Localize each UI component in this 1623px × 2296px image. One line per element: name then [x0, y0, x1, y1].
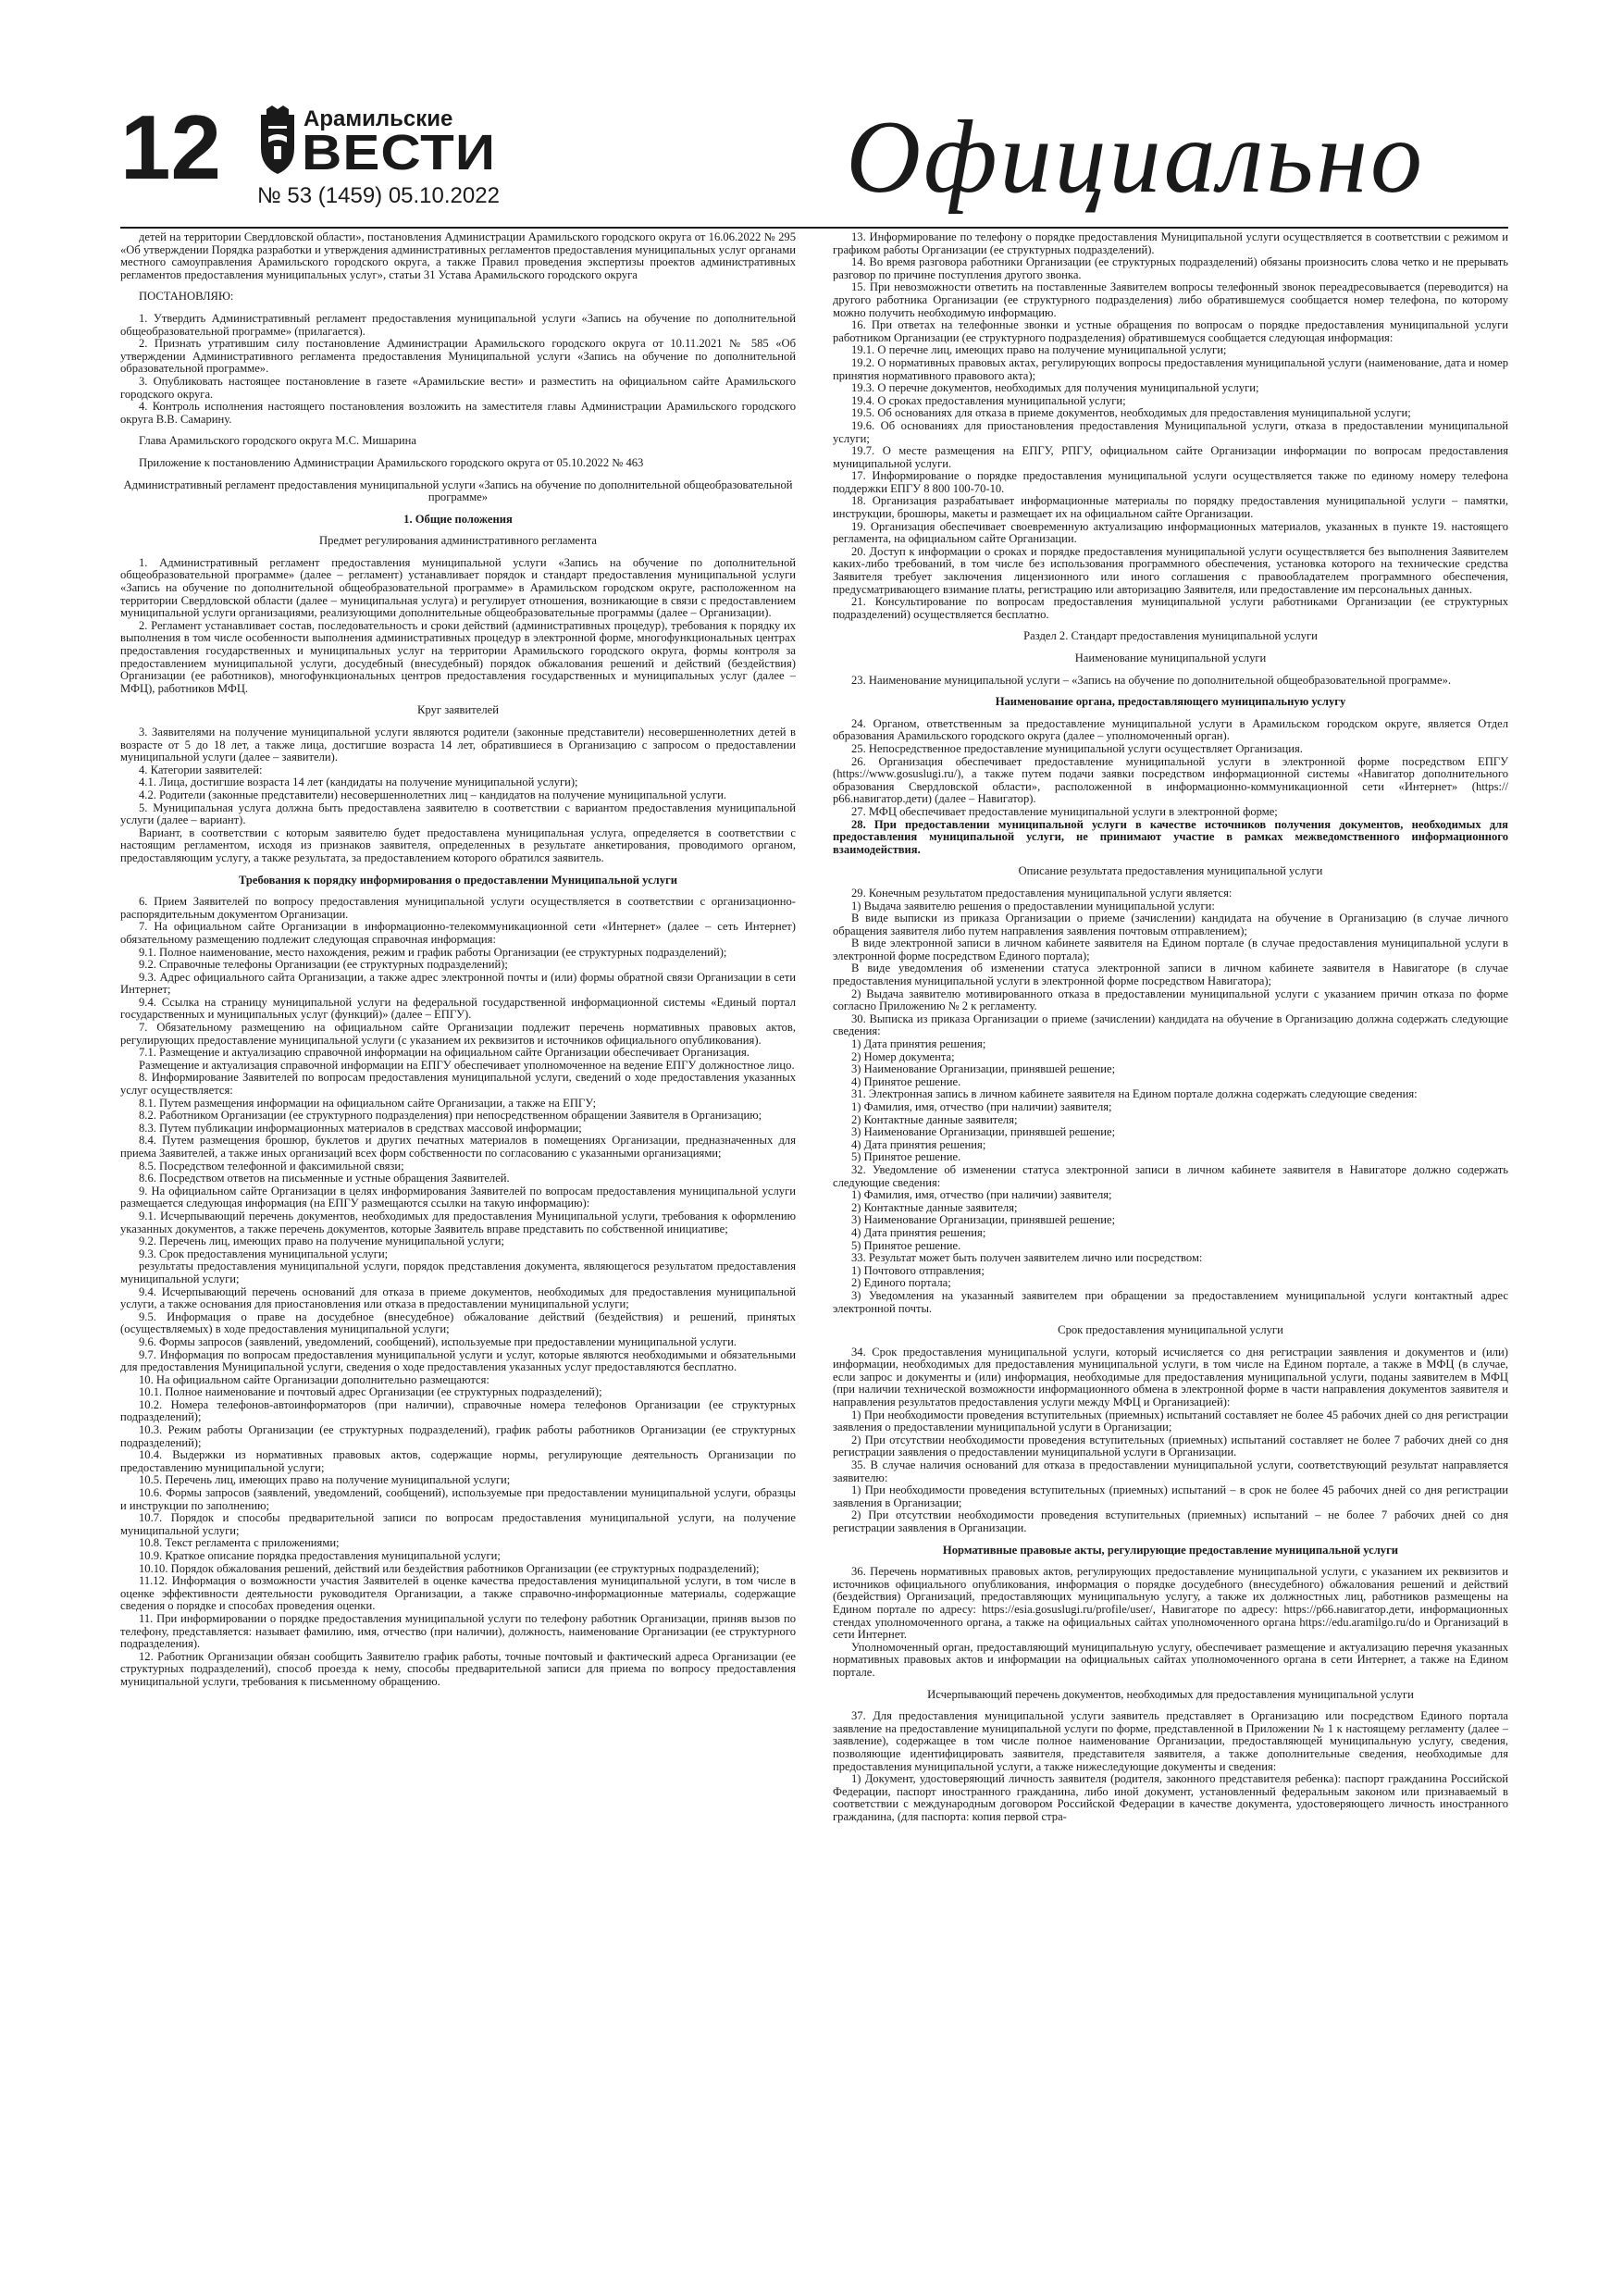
paragraph: 14. Во время разговора работники Организации (ее структурных подразделений) обязаны произносить слова четко и не прерывать разговор по причине поступления другого звонка. — [833, 255, 1508, 281]
paragraph: 1) Фамилия, имя, отчество (при наличии) заявителя; — [851, 1100, 1112, 1113]
paragraph: 1. Административный регламент предоставления муниципальной услуги «Запись на обучение по дополнительной общеобразовательной программе» (далее – регламент) устанавливает порядок и стандарт предоставления муниципальной услуги «Запись на обучение по дополнительной общеобразовательной программе» в Арамильском городском округе, расположенном на территории Свердловской области (далее – муниципальная услуга) и регулирует отношения, возникающие в связи с предоставлением муниципальной услуги организациями, реализующими дополнительные общеобразовательные программы (далее – Организации). — [120, 555, 796, 620]
paragraph: 5. Муниципальная услуга должна быть предоставлена заявителю в соответствии с вариантом предоставления муниципальной услуги (далее – вариант). — [120, 800, 796, 827]
paragraph: 9.2. Справочные телефоны Организации (ее структурных подразделений); — [139, 958, 508, 972]
paragraph: 4. Категории заявителей: — [139, 763, 263, 776]
paragraph: 34. Срок предоставления муниципальной услуги, который исчисляется со дня регистрации заявления и документов и (или) информации, необходимых для предоставления муниципальной услуги, в том числе на Едином портале, а также в МФЦ (в случае, если запрос и документы и (или) информация, необходимые для предоставления муниципальной услуги, поданы заявителем в МФЦ (при наличии технической возможности информационного обмена в электронной форме в части направления документов заявителя и направления результатов предоставления услуги между МФЦ и Организацией): — [833, 1345, 1508, 1409]
paragraph: 10.6. Формы запросов (заявлений, уведомлений, сообщений), используемые при предоставлении муниципальной услуги, образцы и инструкции по заполнению; — [120, 1486, 796, 1512]
paragraph: 24. Органом, ответственным за предоставление муниципальной услуги в Арамильском городском округе, является Отдел образования Арамильского городского округа (далее – уполномоченный орган). — [833, 716, 1508, 743]
paragraph: 4. Контроль исполнения настоящего постановления возложить на заместителя главы Администрации Арамильского городского округа В.В. Самарину. — [120, 400, 796, 426]
paragraph: 10.8. Текст регламента с приложениями; — [139, 1536, 340, 1550]
paragraph: Приложение к постановлению Администрации Арамильского городского округа от 05.10.2022 № 463 — [139, 455, 644, 469]
paragraph: 4.2. Родители (законные представители) несовершеннолетних лиц – кандидатов на получение муниципальной услуги. — [139, 788, 726, 801]
brand-small: Арамильские — [304, 106, 453, 131]
paragraph: Вариант, в соответствии с которым заявителю будет предоставлена муниципальная услуга, определяется в соответствии с настоящим регламентом, исходя из признаков заявителя, определенных в результате анкетирования, проводимого органом, предоставляющим услугу, а также результата, за предоставлением которого обратился заявитель. — [120, 825, 796, 864]
paragraph: 9.4. Исчерпывающий перечень оснований для отказа в приеме документов, необходимых для предоставления муниципальной услуги, а также основания для приостановления или отказа в предоставлении муниципальной услуги; — [120, 1285, 796, 1311]
paragraph: 9.1. Исчерпывающий перечень документов, необходимых для предоставления Муниципальной услуги, требования к оформлению указанных документов, а также перечень документов, которые Заявитель вправе представить по собственной инициативе; — [120, 1209, 796, 1235]
paragraph: 26. Организация обеспечивает предоставление муниципальной услуги в электронной форме посредством ЕПГУ (https://www.gosuslugi.ru/), а также путем подачи заявки посредством информационной системы «Навигатор дополнительного образования Свердловской области», расположенной в информационно-коммуникационной сети «Интернет» (https://р66.навигатор.дети) (далее – Навигатор). — [833, 754, 1508, 806]
paragraph: 6. Прием Заявителей по вопросу предоставления муниципальной услуги осуществляется в соответствии с организационно-распорядительным документом Организации. — [120, 895, 796, 921]
paragraph: 11. При информировании о порядке предоставления муниципальной услуги по телефону работник Организации, приняв вызов по телефону, представляется: называет фамилию, имя, отчество (при наличии), должность, наименование Организации (ее структурного подразделения). — [120, 1611, 796, 1651]
coat-of-arms-icon — [257, 105, 298, 176]
header-rule — [120, 227, 1508, 229]
issue-number: № 53 (1459) 05.10.2022 — [257, 183, 500, 208]
paragraph: 1) Дата принятия решения; — [851, 1037, 986, 1051]
paragraph: 27. МФЦ обеспечивает предоставление муниципальной услуги в электронной форме; — [851, 804, 1278, 818]
paragraph: 8.4. Путем размещения брошюр, буклетов и других печатных материалов в помещениях Организации, предназначенных для приема Заявителей, а также иных организаций всех форм собственности по согласованию с указанными организациями; — [120, 1134, 796, 1160]
paragraph: 19. Организация обеспечивает своевременную актуализацию информационных материалов, указанных в пункте 19. настоящего регламента, на официальном сайте Организации. — [833, 519, 1508, 546]
paragraph: 9.1. Полное наименование, место нахождения, режим и график работы Организации (ее структурных подразделений); — [139, 945, 727, 959]
paragraph: Глава Арамильского городского округа М.С. Мишарина — [139, 434, 416, 448]
paragraph: 29. Конечным результатом предоставления муниципальной услуги является: — [851, 886, 1233, 900]
paragraph: 2. Признать утратившим силу постановление Администрации Арамильского городского округа от 10.11.2021 № 585 «Об утверждении Административного регламента предоставления Муниципальной услуги «Запись на обучение по дополнительной образовательной программе». — [120, 337, 796, 376]
paragraph: 36. Перечень нормативных правовых актов, регулирующих предоставление муниципальной услуги, с указанием их реквизитов и источников официального опубликования, информация о порядке досудебного (внесудебного) обжалования решений и действий (бездействия) Организаций, предоставляющих муниципальную услугу, а также их должностных лиц, работников размещены на Едином портале по адресу: https://esia.gosuslugi.ru/profile/user/, Навигаторе по адресу: https://р66.навигатор.дети, информационных стендах уполномоченного органа, а также на официальных сайтах уполномоченного органа https://edu.aramilgo.ru/do и Организаций в сети Интернет. — [833, 1565, 1508, 1642]
paragraph: 9.3. Срок предоставления муниципальной услуги; — [139, 1247, 389, 1260]
paragraph: 32. Уведомление об изменении статуса электронной записи в личном кабинете заявителя в Навигаторе должно содержать следующие сведения: — [833, 1162, 1508, 1189]
paragraph: 2. Регламент устанавливает состав, последовательность и сроки действий (административных процедур), требования к порядку их выполнения в том числе особенности выполнения административных процедур в электронной форме, многофункциональных центрах предоставления государственных и муниципальных услуг на территории Арамильского городского округа, формы контроля за предоставлением муниципальной услуги, досудебный (внесудебный) порядок обжалования решений и действий (бездействия) Организации (ее работников), многофункциональных центров предоставления государственных и муниципальных услуг (далее – МФЦ), работников МФЦ. — [120, 618, 796, 695]
paragraph: 10.1. Полное наименование и почтовый адрес Организации (ее структурных подразделений); — [139, 1385, 602, 1399]
page-number: 12 — [120, 96, 222, 198]
paragraph: 3. Заявителями на получение муниципальной услуги являются родители (законные представители) несовершеннолетних детей в возрасте от 5 до 18 лет, а также лица, достигшие возраста 14 лет, обратившиеся в Организацию с запросом о предоставлении муниципальной услуги (далее – заявители). — [120, 726, 796, 764]
paragraph: В виде выписки из приказа Организации о приеме (зачислении) кандидата на обучение в Организацию (в случае личного обращения заявителя либо путем направления заявления почтовым отправлением); — [833, 912, 1508, 937]
section-heading: Нормативные правовые акты, регулирующие предоставление муниципальной услуги — [942, 1543, 1399, 1557]
paragraph: 4) Дата принятия решения; — [851, 1225, 986, 1239]
paragraph: 2) Контактные данные заявителя; — [851, 1200, 1018, 1214]
section-heading: Описание результата предоставления муниципальной услуги — [1018, 864, 1323, 878]
masthead — [120, 96, 1508, 231]
paragraph: 5) Принятое решение. — [851, 1150, 961, 1164]
paragraph: 19.6. Об основаниях для приостановления предоставления Муниципальной услуги, отказа в предоставлении муниципальной услуги; — [833, 418, 1508, 445]
brand-big: ВЕСТИ — [302, 124, 496, 180]
paragraph: 8. Информирование Заявителей по вопросам предоставления муниципальной услуги, сведений о ходе предоставления указанных услуг осуществляется: — [120, 1071, 796, 1098]
paragraph: 1. Утвердить Административный регламент предоставления муниципальной услуги «Запись на обучение по дополнительной общеобразовательной программе» (прилагается). — [120, 311, 796, 338]
section-heading: Предмет регулирования административного регламента — [319, 534, 597, 548]
paragraph: 11.12. Информация о возможности участия Заявителей в оценке качества предоставления муниципальной услуги, в том числе в оценке эффективности деятельности руководителя Организации, а также справочно-информационные материалы, содержащие сведения о порядке и способах проведения оценки. — [120, 1574, 796, 1613]
paragraph: 19.4. О сроках предоставления муниципальной услуги; — [851, 393, 1126, 407]
section-heading: Раздел 2. Стандарт предоставления муниципальной услуги — [1023, 629, 1318, 643]
section-heading: 1. Общие положения — [403, 512, 513, 526]
section-title: Официально — [846, 100, 1425, 215]
paragraph: 3. Опубликовать настоящее постановление в газете «Арамильские вести» и разместить на официальном сайте Арамильского городского округа. — [120, 374, 796, 401]
paragraph: 10.4. Выдержки из нормативных правовых актов, содержащие нормы, регулирующие деятельность Организации по предоставлению муниципальной услуги; — [120, 1448, 796, 1474]
paragraph: 1) Фамилия, имя, отчество (при наличии) заявителя; — [851, 1188, 1112, 1202]
paragraph: 9.3. Адрес официального сайта Организации, а также адрес электронной почты и (или) формы обратной связи Организации в сети Интернет; — [120, 970, 796, 997]
paragraph: 1) При необходимости проведения вступительных (приемных) испытаний составляет не более 45 рабочих дней со дня регистрации заявления о предоставлении муниципальной услуги в Организации; — [833, 1408, 1508, 1434]
paragraph: 4) Дата принятия решения; — [851, 1137, 986, 1151]
paragraph: 30. Выписка из приказа Организации о приеме (зачислении) кандидата на обучение в Организацию должна содержать следующие сведения: — [833, 1011, 1508, 1038]
paragraph: 20. Доступ к информации о сроках и порядке предоставления муниципальной услуги осуществляется без выполнения Заявителем каких-либо требований, в том числе без использования программного обеспечения, установка которого на технические средства Заявителя требует заключения лицензионного или иного соглашения с правообладателем программного обеспечения, предусматривающего взимание платы, регистрацию или авторизацию Заявителя, или предоставление им персональных данных. — [833, 544, 1508, 596]
left-column — [120, 231, 796, 2230]
paragraph: В виде электронной записи в личном кабинете заявителя на Едином портале (в случае предоставления муниципальной услуги в электронной форме посредством Единого портала); — [833, 937, 1508, 962]
paragraph: 10.5. Перечень лиц, имеющих право на получение муниципальной услуги; — [139, 1473, 511, 1487]
paragraph: 9.5. Информация о праве на досудебное (внесудебное) обжалование действий (бездействия) и решений, принятых (осуществляемых) в ходе предоставления муниципальной услуги; — [120, 1309, 796, 1336]
paragraph: 10.9. Краткое описание порядка предоставления муниципальной услуги; — [139, 1549, 501, 1562]
paragraph: 10.3. Режим работы Организации (ее структурных подразделений), график работы работников Организации (ее структурных подразделений); — [120, 1423, 796, 1449]
paragraph: 19.5. Об основаниях для отказа в приеме документов, необходимых для предоставления муниципальной услуги; — [851, 406, 1411, 420]
paragraph: 8.1. Путем размещения информации на официальном сайте Организации, а также на ЕПГУ; — [139, 1096, 597, 1110]
section-heading: Административный регламент предоставления муниципальной услуги «Запись на обучение по дополнительной общеобразовательной программе» — [123, 478, 793, 504]
paragraph: 10. На официальном сайте Организации дополнительно размещаются: — [139, 1372, 489, 1386]
right-column — [833, 231, 1508, 2230]
paragraph: 3) Наименование Организации, принявшей решение; — [851, 1062, 1116, 1076]
paragraph: 12. Работник Организации обязан сообщить Заявителю график работы, точные почтовый и фактический адреса Организации (ее структурных подразделений), способ проезда к нему, способы предварительной записи для приема по вопросу предоставления муниципальной услуги, требования к письменному обращению. — [120, 1649, 796, 1688]
paragraph: 9.4. Ссылка на страницу муниципальной услуги на федеральной государственной информационной системы «Единый портал государственных и муниципальных услуг (функций)» (далее – ЕПГУ). — [120, 995, 796, 1022]
paragraph: 18. Организация разрабатывает информационные материалы по порядку предоставления муниципальной услуги – памятки, инструкции, брошюры, макеты и размещает их на официальном сайте Организации. — [833, 494, 1508, 521]
paragraph: 9.6. Формы запросов (заявлений, уведомлений, сообщений), используемые при предоставлении муниципальной услуги. — [139, 1334, 737, 1348]
paragraph: ПОСТАНОВЛЯЮ: — [139, 290, 234, 304]
paragraph: 8.6. Посредством ответов на письменные и устные обращения Заявителей. — [139, 1172, 510, 1185]
paragraph: 10.7. Порядок и способы предварительной записи по вопросам предоставления муниципальной услуги, на получение муниципальной услуги; — [120, 1511, 796, 1537]
paragraph: 1) Документ, удостоверяющий личность заявителя (родителя, законного представителя ребенка): паспорт гражданина Российской Федерации, паспорт иностранного гражданина, либо иной документ, установленный федеральным законом или признаваемый в соответствии с международным договором Российской Федерации в качестве документа, удостоверяющего личность иностранного гражданина, (для паспорта: копия первой стра- — [833, 1772, 1508, 1823]
paragraph: 3) Уведомления на указанный заявителем при обращении за предоставлением муниципальной услуги контактный адрес электронной почты. — [833, 1288, 1508, 1315]
paragraph: 1) Почтового отправления; — [851, 1263, 985, 1277]
paragraph: 33. Результат может быть получен заявителем лично или посредством: — [851, 1251, 1203, 1265]
paragraph: детей на территории Свердловской области», постановления Администрации Арамильского городского округа от 16.06.2022 № 295 «Об утверждении Порядка разработки и утверждения административных регламентов предоставления муниципальных услуг органами местного самоуправления Арамильского городского округа, а также Правил проведения экспертизы проектов административных регламентов предоставления муниципальных услуг», статьи 31 Устава Арамильского городского округа — [120, 231, 796, 281]
section-heading: Наименование органа, предоставляющего муниципальную услугу — [995, 695, 1346, 709]
paragraph: 2) При отсутствии необходимости проведения вступительных (приемных) испытаний составляет не более 7 рабочих дней со дня регистрации заявления о предоставлении муниципальной услуги в Организации. — [833, 1433, 1508, 1459]
section-heading: Исчерпывающий перечень документов, необходимых для предоставления муниципальной услуги — [927, 1687, 1414, 1701]
paragraph: В виде уведомления об изменении статуса электронной записи в личном кабинете заявителя в Навигаторе (в случае предоставления муниципальной услуги в электронной форме посредством Навигатора); — [833, 962, 1508, 988]
paragraph: 4.1. Лица, достигшие возраста 14 лет (кандидаты на получение муниципальной услуги); — [139, 776, 578, 789]
paragraph: 2) Единого портала; — [851, 1276, 951, 1290]
paragraph: 9.2. Перечень лиц, имеющих право на получение муниципальной услуги; — [139, 1235, 504, 1248]
paragraph: 28. При предоставлении муниципальной услуги в качестве источников получения документов, необходимых для предоставления муниципальной услуги, не принимают участие в рамках межведомственного информационного взаимодействия. — [833, 817, 1508, 856]
paragraph: 2) Номер документа; — [851, 1049, 955, 1063]
paragraph: 7.1. Размещение и актуализацию справочной информации на официальном сайте Организации обеспечивает Организация. — [139, 1046, 750, 1060]
paragraph: 1) При необходимости проведения вступительных (приемных) испытаний – в срок не более 45 рабочих дней со дня регистрации заявления в Организации; — [833, 1483, 1508, 1509]
paragraph: 23. Наименование муниципальной услуги – «Запись на обучение по дополнительной общеобразовательной программе». — [851, 673, 1452, 687]
paragraph: 37. Для предоставления муниципальной услуги заявитель представляет в Организацию или посредством Единого портала заявление на предоставление муниципальной услуги по форме, представленной в Приложении № 1 к настоящему регламенту (далее – заявление), содержащее в том числе полное наименование Организации, предоставляющей муниципальную услугу, сведения, позволяющие идентифицировать заявителя, представителя заявителя, а также дополнительные сведения, необходимые для предоставления муниципальной услуги, а также нижеследующие документы и сведения: — [833, 1709, 1508, 1773]
paragraph: 5) Принятое решение. — [851, 1238, 961, 1252]
paragraph: 7. Обязательному размещению на официальном сайте Организации подлежит перечень нормативных правовых актов, регулирующих предоставление муниципальной услуги (с указанием их реквизитов и источников официального опубликования). — [120, 1021, 796, 1047]
paragraph: 10.10. Порядок обжалования решений, действий или бездействия работников Организации (ее структурных подразделений); — [139, 1561, 760, 1575]
paragraph: 19.3. О перечне документов, необходимых для получения муниципальной услуги; — [851, 381, 1259, 395]
section-heading: Круг заявителей — [417, 703, 499, 717]
paragraph: Уполномоченный орган, предоставляющий муниципальную услугу, обеспечивает размещение и актуализацию перечня указанных нормативных правовых актов и информации на официальных сайтах уполномоченного органа в сети Интернет, а также на Едином портале. — [833, 1640, 1508, 1679]
paragraph: 8.2. Работником Организации (ее структурного подразделения) при непосредственном обращении Заявителя в Организацию; — [139, 1109, 762, 1123]
paragraph: 19.1. О перечне лиц, имеющих право на получение муниципальной услуги; — [851, 343, 1227, 357]
section-heading: Наименование муниципальной услуги — [1074, 652, 1267, 664]
paragraph: 15. При невозможности ответить на поставленные Заявителем вопросы телефонный звонок переадресовывается (переводится) на другого работника Организации (ее структурного подразделения) либо обратившемуся сообщается номер телефона, по которому можно получить необходимую информацию. — [833, 280, 1508, 319]
paragraph: Размещение и актуализация справочной информации на ЕПГУ обеспечивает уполномоченное на ведение ЕПГУ должностное лицо. — [139, 1058, 795, 1072]
paragraph: 9. На официальном сайте Организации в целях информирования Заявителей по вопросам предоставления муниципальной услуги размещается следующая информация (на ЕПГУ размещаются ссылки на такую информацию): — [120, 1184, 796, 1210]
paragraph: 21. Консультирование по вопросам предоставления муниципальной услуги работниками Организации (ее структурных подразделений) осуществляется бесплатно. — [833, 595, 1508, 621]
paragraph: 9.7. Информация по вопросам предоставления муниципальной услуги и услуг, которые являются необходимыми и обязательными для предоставления Муниципальной услуги, сведения о ходе предоставления указанных услуг предоставляются бесплатно. — [120, 1347, 796, 1374]
paragraph: 3) Наименование Организации, принявшей решение; — [851, 1213, 1116, 1227]
paragraph: 10.2. Номера телефонов-автоинформаторов (при наличии), справочные номера телефонов Организации (ее структурных подразделений); — [120, 1397, 796, 1424]
paragraph: 17. Информирование о порядке предоставления муниципальной услуги осуществляется также по единому номеру телефона поддержки ЕПГУ 8 800 100-70-10. — [833, 469, 1508, 495]
paragraph: 7. На официальном сайте Организации в информационно-телекоммуникационной сети «Интернет» (далее – сеть Интернет) обязательному размещению подлежит следующая справочная информация: — [120, 920, 796, 946]
paragraph: 19.7. О месте размещения на ЕПГУ, РПГУ, официальном сайте Организации информации по вопросам предоставления муниципальной услуги. — [833, 444, 1508, 470]
paragraph: 8.5. Посредством телефонной и факсимильной связи; — [139, 1159, 404, 1173]
paragraph: 2) Контактные данные заявителя; — [851, 1112, 1018, 1126]
paragraph: 13. Информирование по телефону о порядке предоставления Муниципальной услуги осуществляется в соответствии с режимом и графиком работы Организации (ее структурных подразделений). — [833, 231, 1508, 256]
paragraph: 3) Наименование Организации, принявшей решение; — [851, 1125, 1116, 1139]
paragraph: 2) Выдача заявителю мотивированного отказа в предоставлении муниципальной услуги с указанием причин отказа по форме согласно Приложению № 2 к регламенту. — [833, 987, 1508, 1013]
paragraph: 2) При отсутствии необходимости проведения вступительных (приемных) испытаний – не более 7 рабочих дней со дня регистрации заявления в Организации. — [833, 1508, 1508, 1534]
paragraph: 4) Принятое решение. — [851, 1074, 961, 1088]
paragraph: 1) Выдача заявителю решения о предоставлении муниципальной услуги: — [851, 899, 1215, 912]
paragraph: 8.3. Путем публикации информационных материалов в средствах массовой информации; — [139, 1121, 582, 1135]
paragraph: 25. Непосредственное предоставление муниципальной услуги осуществляет Организация. — [851, 741, 1303, 755]
paragraph: 16. При ответах на телефонные звонки и устные обращения по вопросам о порядке предоставления муниципальной услуги работником Организации (ее структурного подразделения) обратившемуся сообщается следующая информация: — [833, 318, 1508, 344]
paragraph: 35. В случае наличия оснований для отказа в предоставлении муниципальной услуги, соответствующий результат направляется заявителю: — [833, 1458, 1508, 1484]
paragraph: 31. Электронная запись в личном кабинете заявителя на Едином портале должна содержать следующие сведения: — [851, 1087, 1418, 1101]
paragraph: 19.2. О нормативных правовых актах, регулирующих вопросы предоставления муниципальной услуги (наименование, дата и номер принятия нормативного правового акта); — [833, 355, 1508, 382]
section-heading: Срок предоставления муниципальной услуги — [1058, 1323, 1283, 1337]
section-heading: Требования к порядку информирования о предоставлении Муниципальной услуги — [238, 873, 678, 887]
paragraph: результаты предоставления муниципальной услуги, порядок представления документа, являющегося результатом предоставления муниципальной услуги; — [120, 1260, 796, 1285]
